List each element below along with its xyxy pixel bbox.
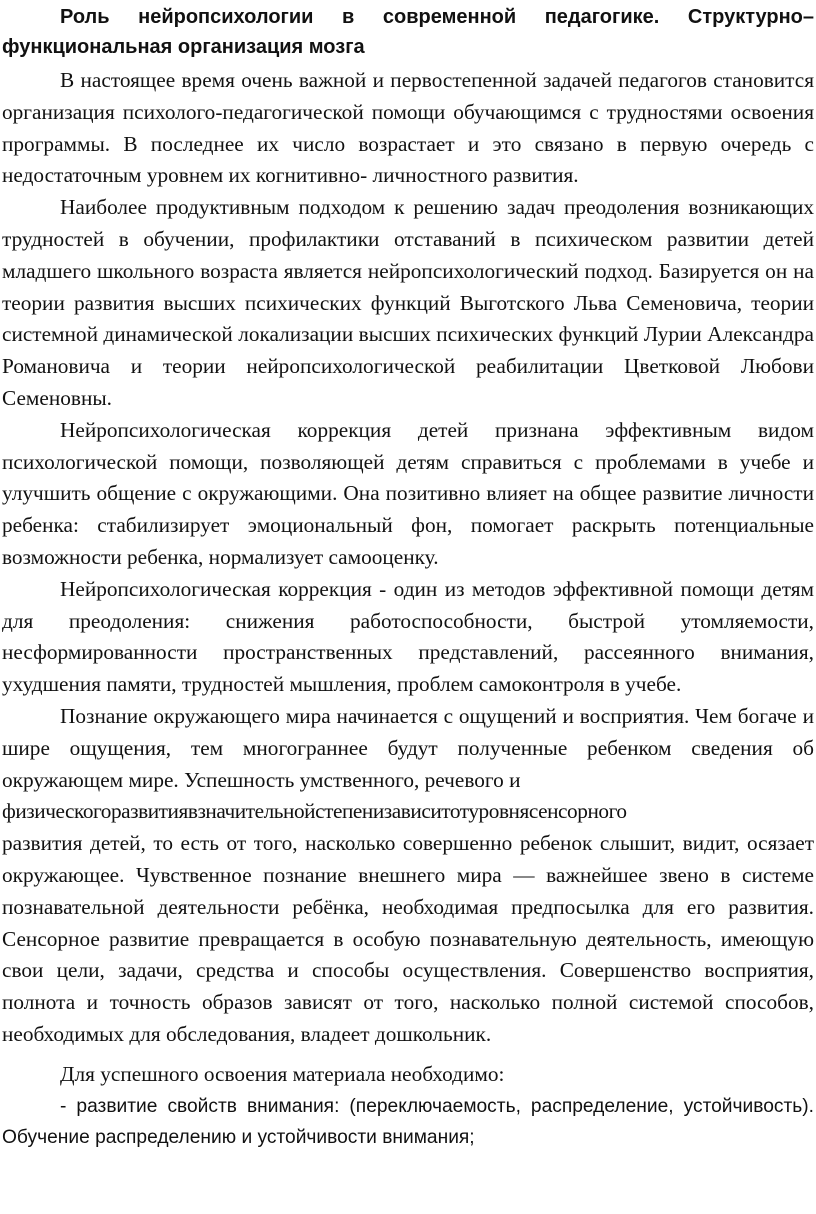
squeezed-line-text: физическогоразвитиявзначительнойстепенизависитотуровнясенсорного <box>2 799 627 824</box>
paragraph-correction-effective: Нейропсихологическая коррекция детей признана эффективным видом психологической помощи, позволяющей детям справиться с проблемами в учебе и улучшить общение с окружающими. Она позитивно влияет на общее развитие личности ребенка: стабилизирует эмоциональный фон, помогает раскрыть потенциальные возможности ребенка, нормализует самооценку. <box>2 417 814 569</box>
paragraph-neuropsych-approach: Наиболее продуктивным подходом к решению задач преодоления возникающих трудностей в обучении, профилактики отставаний в психическом развитии детей младшего школьного возраста является нейропсихологический подход. Базируется он на теории развития высших психических функций Выготского Льва Семеновича, теории системной динамической локализации высших психических функций Лурии Александра Романовича и теории нейропсихологической реабилитации Цветковой Любови Семеновны. <box>2 195 814 410</box>
paragraph-perception-part2: развития детей, то есть от того, насколько совершенно ребенок слышит, видит, осязает окружающее. Чувственное познание внешнего мира — важнейшее звено в системе познавательной деятельности ребёнка, необходимая предпосылка для его развития. Сенсорное развитие превращается в особую познавательную деятельность, имеющую свои цели, задачи, средства и способы осуществления. Совершенство восприятия, полнота и точность образов зависят от того, насколько полной системой способов, необходимых для обследования, владеет дошкольник. <box>2 831 814 1046</box>
requirements-intro: Для успешного освоения материала необходимо: <box>60 1061 505 1086</box>
document-title: Роль нейропсихологии в современной педагогике. Структурно–функциональная организация мозга <box>2 6 814 58</box>
paragraph-perception <box>2 701 814 1051</box>
paragraph-perception-squeezed-line <box>2 796 814 828</box>
paragraph-perception-part1: Познание окружающего мира начинается с ощущений и восприятия. Чем богаче и шире ощущения, тем многограннее будут полученные ребенком сведения об окружающем мире. Успешность умственного, речевого и <box>2 703 814 792</box>
list-item-attention: - развитие свойств внимания: (переключаемость, распределение, устойчивость). Обучение распределению и устойчивости внимания; <box>2 1095 814 1149</box>
paragraph-correction-method: Нейропсихологическая коррекция - один из методов эффективной помощи детям для преодоления: снижения работоспособности, быстрой утомляемости, несформированности пространственных представлений, рассеянного внимания, ухудшения памяти, трудностей мышления, проблем самоконтроля в учебе. <box>2 576 814 697</box>
paragraph-intro-task: В настоящее время очень важной и первостепенной задачей педагогов становится организация психолого-педагогической помощи обучающимся с трудностями освоения программы. В последнее их число возрастает и это связано в первую очередь с недостаточным уровнем их когнитивно- личностного развития. <box>2 68 814 188</box>
